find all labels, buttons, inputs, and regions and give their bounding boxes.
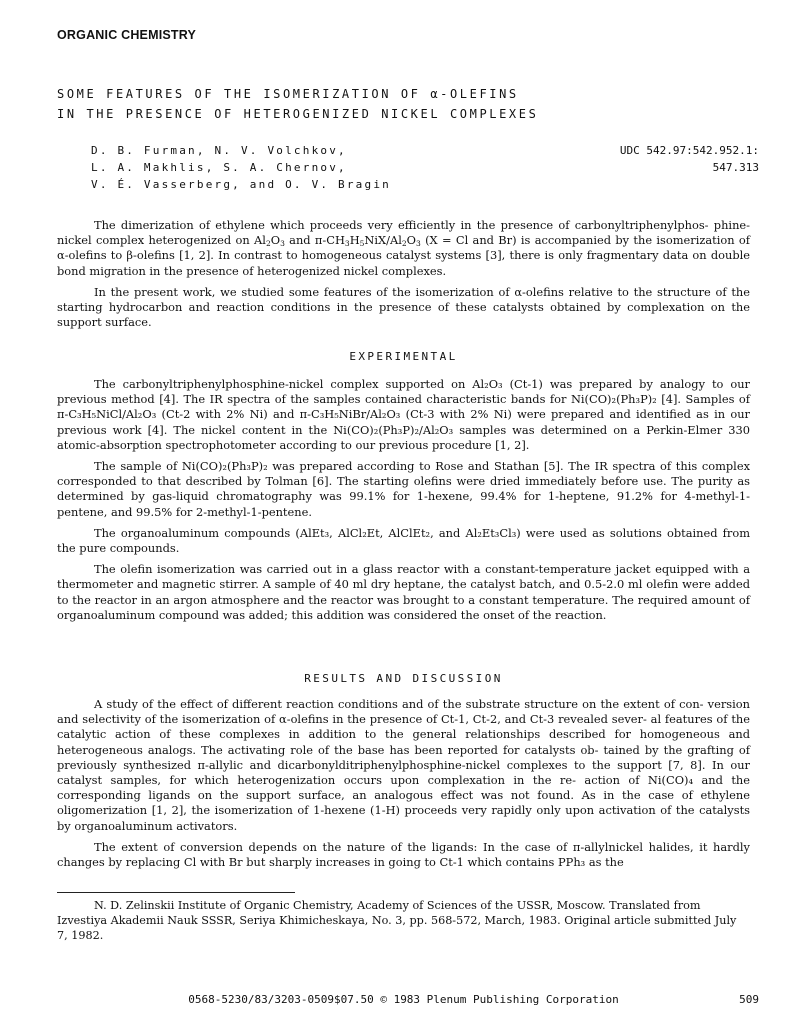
footnote	[57, 898, 750, 944]
experimental-paragraph: The olefin isomerization was carried out in a glass reactor with a constant-temperature jacket equipped with a thermometer and magnetic stirrer. A sample of 40 ml dry heptane, the catalyst batch, and 0.5-2.0 ml olefin were added to the reactor in an argon atmosphere and the reactor was brought to a constant temperature. The required amount of organoaluminum compound was added; this addition was considered the onset of the reaction.	[57, 562, 750, 622]
author-line: D. B. Furman, N. V. Volchkov,	[91, 144, 347, 157]
experimental-heading: EXPERIMENTAL	[349, 350, 458, 363]
results-section	[57, 697, 750, 870]
intro-paragraph-2: In the present work, we studied some features of the isomerization of α-olefins relative to the structure of the starting hydrocarbon and reaction conditions in the presence of these catalysts obtained by complexation on the support surface.	[57, 284, 750, 330]
intro-paragraph-1: The dimerization of ethylene which proceeds very efficiently in the presence of carbonyltriphenylphos- phine-nickel complex heterogenized on $Al_2O_3$ and $\pi-CH_3H_5NiX/Al_2O_3$ (X = Cl and Br) is accompanied by the isomerization of α-olefins to β-olefins [1, 2]. In contrast to homogeneous catalyst systems [3], there is only fragmentary data on double bond migration in the presence of heterogenized nickel complexes.	[57, 218, 751, 278]
results-paragraph: The extent of conversion depends on the nature of the ligands: In the case of π-allylnickel halides, it hardly changes by replacing Cl with Br but sharply increases in going to Ct-1 which contains PPh₃ as the	[57, 839, 750, 870]
page-number: 509	[739, 993, 759, 1006]
introduction	[57, 218, 750, 330]
footnote-rule	[57, 892, 295, 893]
footnote-text: N. D. Zelinskii Institute of Organic Chemistry, Academy of Sciences of the USSR, Moscow. Translated from Izvestiya Akademii Nauk SSSR, Seriya Khimicheskaya, No. 3, pp. 568-572, March, 1983. Original article submitted July 7, 1982.	[57, 899, 737, 943]
title-line-1: SOME FEATURES OF THE ISOMERIZATION OF α-OLEFINS	[57, 87, 519, 101]
author-list	[91, 142, 391, 193]
experimental-section	[57, 377, 750, 623]
udc-line: UDC 542.97:542.952.1:	[619, 144, 759, 157]
results-paragraph: A study of the effect of different reaction conditions and of the substrate structure on the extent of con- version and selectivity of the isomerization of α-olefins in the presence of Ct-1, Ct-2, and Ct-3 revealed sever- al features of the catalytic action of these complexes in addition to the general relationships described for homogeneous and heterogeneous analogs. The activating role of the base has been reported for catalysts ob- tained by the grafting of previously synthesized π-allylic and dicarbonylditriphenylphosphine-nickel complexes to the support [7, 8]. In our catalyst samples, for which heterogenization occurs upon complexation in the re- action of Ni(CO)₄ and the corresponding ligands on the support surface, an analogous effect was not found. As in the case of ethylene oligomerization [1, 2], the isomerization of 1-hexene (1-H) proceeds very rapidly only upon activation of the catalysts by organoaluminum activators.	[57, 697, 750, 833]
section-label: ORGANIC CHEMISTRY	[57, 28, 197, 42]
udc-line: 547.313	[712, 161, 759, 174]
experimental-paragraph: The organoaluminum compounds (AlEt₃, AlCl₂Et, AlClEt₂, and Al₂Et₃Cl₃) were used as solutions obtained from the pure compounds.	[57, 525, 750, 556]
author-line: V. É. Vasserberg, and O. V. Bragin	[91, 178, 391, 191]
copyright-line: 0568-5230/83/3203-0509$07.50 © 1983 Plenum Publishing Corporation	[188, 993, 619, 1006]
article-title	[57, 84, 757, 124]
author-line: L. A. Makhlis, S. A. Chernov,	[91, 161, 347, 174]
experimental-paragraph: The sample of Ni(CO)₂(Ph₃P)₂ was prepared according to Rose and Stathan [5]. The IR spectra of this complex corresponded to that described by Tolman [6]. The starting olefins were dried immediately before use. The purity as determined by gas-liquid chromatography was 99.1% for 1-hexene, 99.4% for 1-heptene, 91.2% for 4-methyl-1-pentene, and 99.5% for 2-methyl-1-pentene.	[57, 459, 750, 519]
results-heading: RESULTS AND DISCUSSION	[304, 672, 503, 685]
udc-code	[620, 142, 759, 176]
experimental-paragraph: The carbonyltriphenylphosphine-nickel complex supported on Al₂O₃ (Ct-1) was prepared by analogy to our previous method [4]. The IR spectra of the samples contained characteristic bands for Ni(CO)₂(Ph₃P)₂ [4]. Samples of π-C₃H₅NiCl/Al₂O₃ (Ct-2 with 2% Ni) and π-C₃H₅NiBr/Al₂O₃ (Ct-3 with 2% Ni) were prepared and identified as in our previous work [4]. The nickel content in the Ni(CO)₂(Ph₃P)₂/Al₂O₃ samples was determined on a Perkin-Elmer 330 atomic-absorption spectrophotometer according to our previous procedure [1, 2].	[57, 377, 750, 452]
title-line-2: IN THE PRESENCE OF HETEROGENIZED NICKEL COMPLEXES	[57, 107, 539, 121]
